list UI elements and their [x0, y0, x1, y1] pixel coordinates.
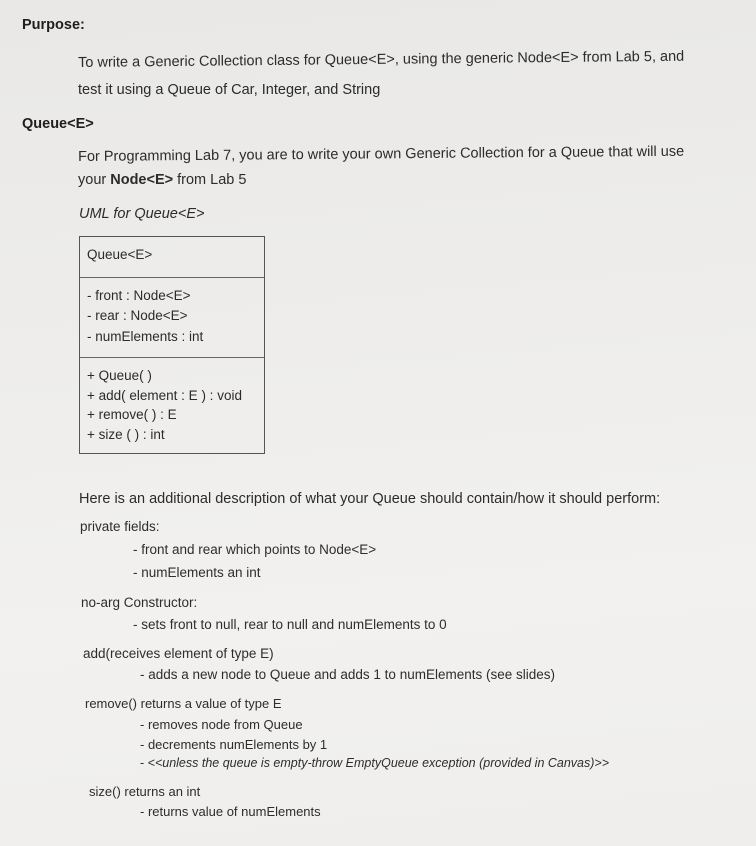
- uml-fields-section: [80, 277, 264, 358]
- remove-exception-dash: -: [140, 756, 148, 770]
- uml-methods-section: [80, 357, 264, 453]
- uml-field: - rear : Node<E>: [87, 308, 188, 323]
- uml-caption: UML for Queue<E>: [79, 206, 205, 222]
- constructor-item: - sets front to null, rear to null and numElements to 0: [133, 617, 447, 632]
- size-item: - returns value of numElements: [140, 804, 321, 819]
- private-fields-label: private fields:: [80, 519, 160, 534]
- queue-intro-line-2: [78, 172, 246, 188]
- purpose-heading: Purpose:: [22, 17, 85, 33]
- uml-method: + Queue( ): [87, 368, 152, 383]
- private-field-item: - numElements an int: [133, 565, 261, 580]
- purpose-line-1: To write a Generic Collection class for Queue<E>, using the generic Node<E> from Lab 5, and: [78, 48, 685, 71]
- uml-class-diagram: [79, 236, 265, 454]
- uml-field: - front : Node<E>: [87, 288, 191, 303]
- description-intro: Here is an additional description of what your Queue should contain/how it should perform:: [79, 491, 661, 507]
- uml-field: - numElements : int: [87, 329, 204, 344]
- queue-intro-line-1: For Programming Lab 7, you are to write your own Generic Collection for a Queue that will use: [78, 143, 685, 165]
- intro-text-suffix: from Lab 5: [173, 172, 247, 188]
- uml-method: + size ( ) : int: [87, 427, 165, 442]
- uml-class-name: Queue<E>: [87, 247, 153, 262]
- remove-exception-text: <<unless the queue is empty-throw EmptyQueue exception (provided in Canvas)>>: [147, 756, 610, 770]
- purpose-line-2: test it using a Queue of Car, Integer, and String: [78, 82, 381, 98]
- intro-text-prefix: your: [78, 172, 111, 188]
- uml-class-name-section: [80, 237, 264, 278]
- queue-heading: Queue<E>: [22, 116, 94, 132]
- uml-method: + add( element : E ) : void: [87, 388, 242, 403]
- remove-item: - removes node from Queue: [140, 717, 303, 732]
- remove-item: - decrements numElements by 1: [140, 737, 328, 752]
- remove-label: remove() returns a value of type E: [85, 696, 282, 711]
- size-label: size() returns an int: [89, 784, 201, 799]
- add-item: - adds a new node to Queue and adds 1 to numElements (see slides): [140, 667, 555, 682]
- add-label: add(receives element of type E): [83, 646, 274, 661]
- uml-method: + remove( ) : E: [87, 407, 177, 422]
- remove-exception-item: [140, 756, 609, 770]
- private-field-item: - front and rear which points to Node<E>: [133, 542, 377, 557]
- intro-bold-node: Node<E>: [110, 172, 174, 188]
- constructor-label: no-arg Constructor:: [81, 595, 198, 610]
